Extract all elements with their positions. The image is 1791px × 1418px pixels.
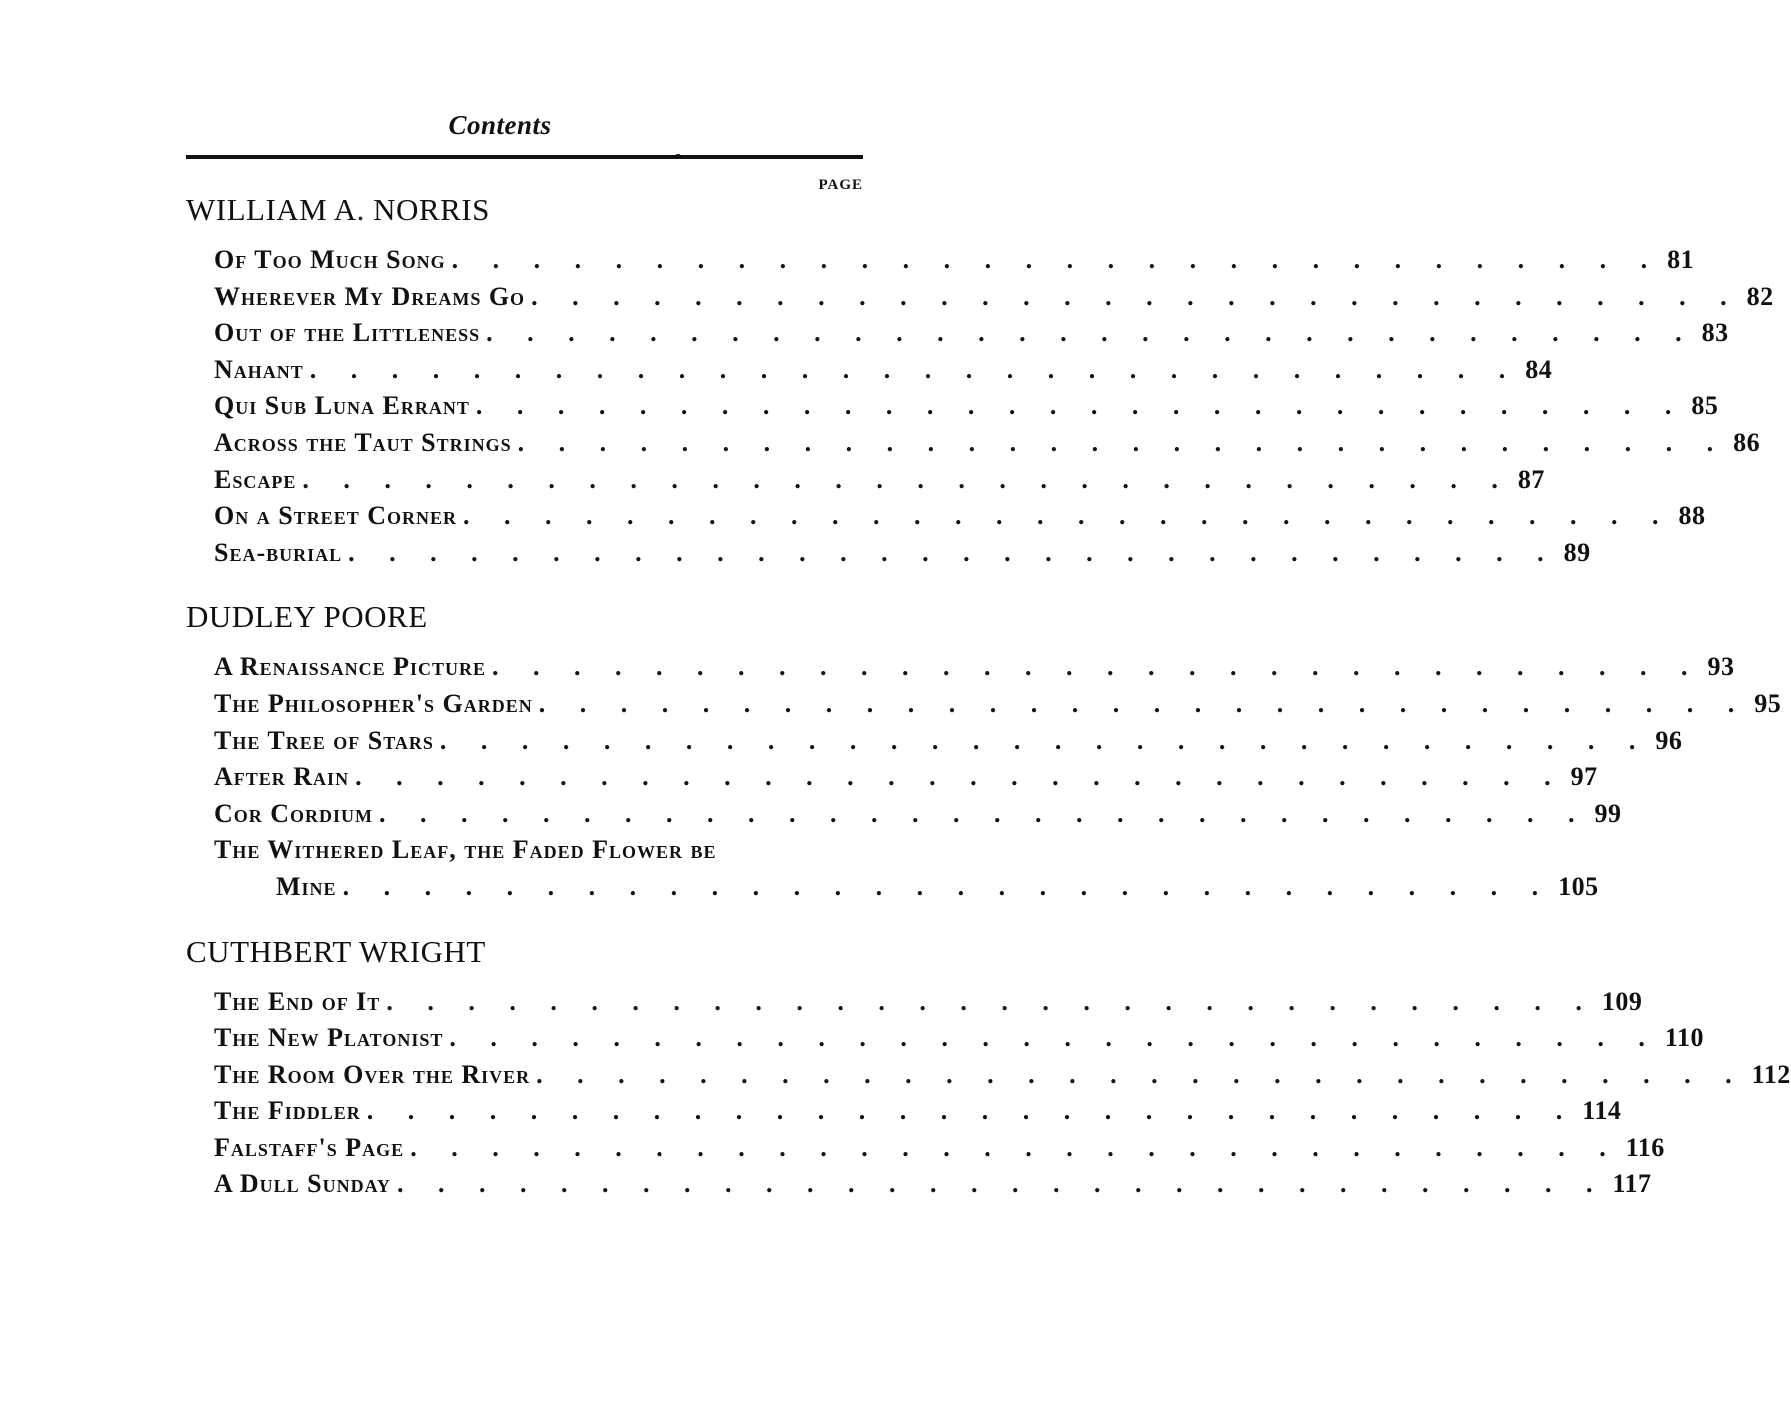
- entry-page: 83: [1701, 318, 1729, 348]
- entry-page: 82: [1746, 281, 1774, 311]
- entry-title-line2-row: [214, 869, 1599, 906]
- dot-leader: . . . . . . . . . . . . . . . . . . . . . . . . . . . . . .: [396, 1169, 1607, 1199]
- dot-leader: . . . . . . . . . . . . . . . . . . . . . . . . . . . . . .: [439, 725, 1650, 755]
- page-column-label: PAGE: [818, 177, 863, 193]
- dot-leader: . . . . . . . . . . . . . . . . . . . . . . . . . . . . . .: [462, 501, 1673, 531]
- toc-entry[interactable]: [186, 649, 1735, 686]
- entry-page: 86: [1733, 427, 1761, 457]
- dot-leader: . . . . . . . . . . . . . . . . . . . . . . . . . . . . . .: [486, 318, 1696, 348]
- toc-entry[interactable]: [186, 723, 1683, 760]
- section-wright: [186, 932, 1791, 1204]
- toc-entry[interactable]: [186, 1057, 1791, 1094]
- toc-entry[interactable]: [186, 1130, 1665, 1167]
- entry-page: 88: [1678, 501, 1706, 531]
- entry-title: A Renaissance Picture: [214, 652, 487, 682]
- entry-title: Of Too Much Song: [214, 245, 446, 274]
- entry-title: Qui Sub Luna Errant: [214, 391, 470, 421]
- entry-page: 85: [1691, 391, 1719, 421]
- entry-page: 99: [1594, 798, 1622, 828]
- dot-leader: . . . . . . . . . . . . . . . . . . . . . . . . . . . . . .: [379, 798, 1589, 828]
- entry-page: 81: [1667, 245, 1695, 274]
- entry-title: Falstaff's Page: [214, 1132, 405, 1162]
- dot-leader: . . . . . . . . . . . . . . . . . . . . . . . . . . . . . .: [531, 281, 1741, 311]
- entry-page: 105: [1558, 871, 1599, 901]
- toc-entry[interactable]: [186, 388, 1719, 425]
- entry-title: Across the Taut Strings: [214, 427, 512, 457]
- entry-page: 114: [1582, 1096, 1622, 1126]
- table-of-contents: [186, 190, 1791, 1203]
- toc-entry[interactable]: [186, 984, 1643, 1021]
- toc-entry[interactable]: [186, 796, 1622, 833]
- author-heading: CUTHBERT WRIGHT: [186, 933, 486, 969]
- dot-leader: . . . . . . . . . . . . . . . . . . . . . . . . . . . . . .: [451, 245, 1662, 274]
- section-norris: [186, 190, 1774, 571]
- entry-page: 87: [1517, 464, 1545, 494]
- dot-leader: . . . . . . . . . . . . . . . . . . . . . . . . . . . . . .: [309, 354, 1520, 384]
- entry-title: The Tree of Stars: [214, 725, 434, 755]
- toc-entry[interactable]: [186, 1020, 1704, 1057]
- toc-entry[interactable]: [186, 1166, 1652, 1203]
- toc-entry[interactable]: [186, 315, 1729, 352]
- dot-leader: . . . . . . . . . . . . . . . . . . . . . . . . . . . . . .: [410, 1132, 1620, 1162]
- running-head: Contents: [448, 110, 552, 140]
- dot-leader: . . . . . . . . . . . . . . . . . . . . . . . . . . . . . .: [342, 871, 1553, 901]
- dot-leader: . . . . . . . . . . . . . . . . . . . . . . . . . . . . . .: [517, 427, 1728, 457]
- entry-page: 93: [1707, 652, 1735, 682]
- dot-leader: . . . . . . . . . . . . . . . . . . . . . . . . . . . . . .: [348, 537, 1558, 567]
- dot-leader: . . . . . . . . . . . . . . . . . . . . . . . . . . . . . .: [355, 762, 1565, 792]
- entry-title: Escape: [214, 464, 297, 494]
- dot-leader: . . . . . . . . . . . . . . . . . . . . . . . . . . . . . .: [538, 688, 1749, 718]
- entry-page: 110: [1664, 1023, 1704, 1053]
- toc-entry[interactable]: [186, 279, 1774, 316]
- dot-leader: . . . . . . . . . . . . . . . . . . . . . . . . . . . . . .: [536, 1059, 1746, 1089]
- entry-page: 112: [1751, 1059, 1791, 1089]
- entry-title: The End of It: [214, 986, 381, 1016]
- entry-page: 117: [1612, 1169, 1652, 1199]
- entry-title: Wherever My Dreams Go: [214, 281, 526, 311]
- entry-title: The Room Over the River: [214, 1059, 531, 1089]
- dot-leader: . . . . . . . . . . . . . . . . . . . . . . . . . . . . . .: [492, 652, 1702, 682]
- dot-leader: . . . . . . . . . . . . . . . . . . . . . . . . . . . . . .: [449, 1023, 1659, 1053]
- entry-page: 95: [1754, 688, 1782, 718]
- entry-title: The Philosopher's Garden: [214, 688, 533, 718]
- entry-page: 116: [1625, 1132, 1665, 1162]
- entry-title: After Rain: [214, 762, 350, 792]
- entry-page: 97: [1570, 762, 1598, 792]
- section-poore: [186, 597, 1782, 905]
- entry-page: 84: [1525, 354, 1553, 384]
- entry-title: Sea-burial: [214, 537, 343, 567]
- toc-entry[interactable]: [186, 759, 1598, 796]
- entry-title: Cor Cordium: [214, 798, 374, 828]
- toc-entry[interactable]: [186, 242, 1695, 279]
- entry-page: 96: [1655, 725, 1683, 755]
- entry-page: 89: [1563, 537, 1591, 567]
- toc-entry[interactable]: [186, 462, 1545, 499]
- entry-title: Nahant: [214, 354, 304, 384]
- entry-title: The New Platonist: [214, 1023, 444, 1053]
- entry-title-line2: Mine: [276, 871, 337, 901]
- entry-title: The Fiddler: [214, 1096, 361, 1126]
- toc-entry[interactable]: [186, 352, 1553, 389]
- entry-title: Out of the Littleness: [214, 318, 481, 348]
- entry-title: On a Street Corner: [214, 501, 457, 531]
- dot-leader: . . . . . . . . . . . . . . . . . . . . . . . . . . . . . .: [302, 464, 1512, 494]
- toc-entry[interactable]: [186, 686, 1782, 723]
- dot-leader: . . . . . . . . . . . . . . . . . . . . . . . . . . . . . .: [366, 1096, 1577, 1126]
- header-rule: [186, 155, 863, 159]
- toc-entry-multiline[interactable]: [186, 832, 1599, 905]
- dot-leader: . . . . . . . . . . . . . . . . . . . . . . . . . . . . . .: [475, 391, 1686, 421]
- dot-leader: . . . . . . . . . . . . . . . . . . . . . . . . . . . . . .: [386, 986, 1596, 1016]
- entry-page: 109: [1601, 986, 1643, 1016]
- toc-entry[interactable]: [186, 498, 1706, 535]
- author-heading: WILLIAM A. NORRIS: [186, 192, 490, 227]
- toc-entry[interactable]: [186, 425, 1761, 462]
- entry-title: A Dull Sunday: [214, 1169, 391, 1199]
- toc-entry[interactable]: [186, 535, 1591, 572]
- entry-title-line1: The Withered Leaf, the Faded Flower be: [214, 835, 717, 865]
- author-heading: DUDLEY POORE: [186, 599, 428, 635]
- toc-entry[interactable]: [186, 1093, 1622, 1130]
